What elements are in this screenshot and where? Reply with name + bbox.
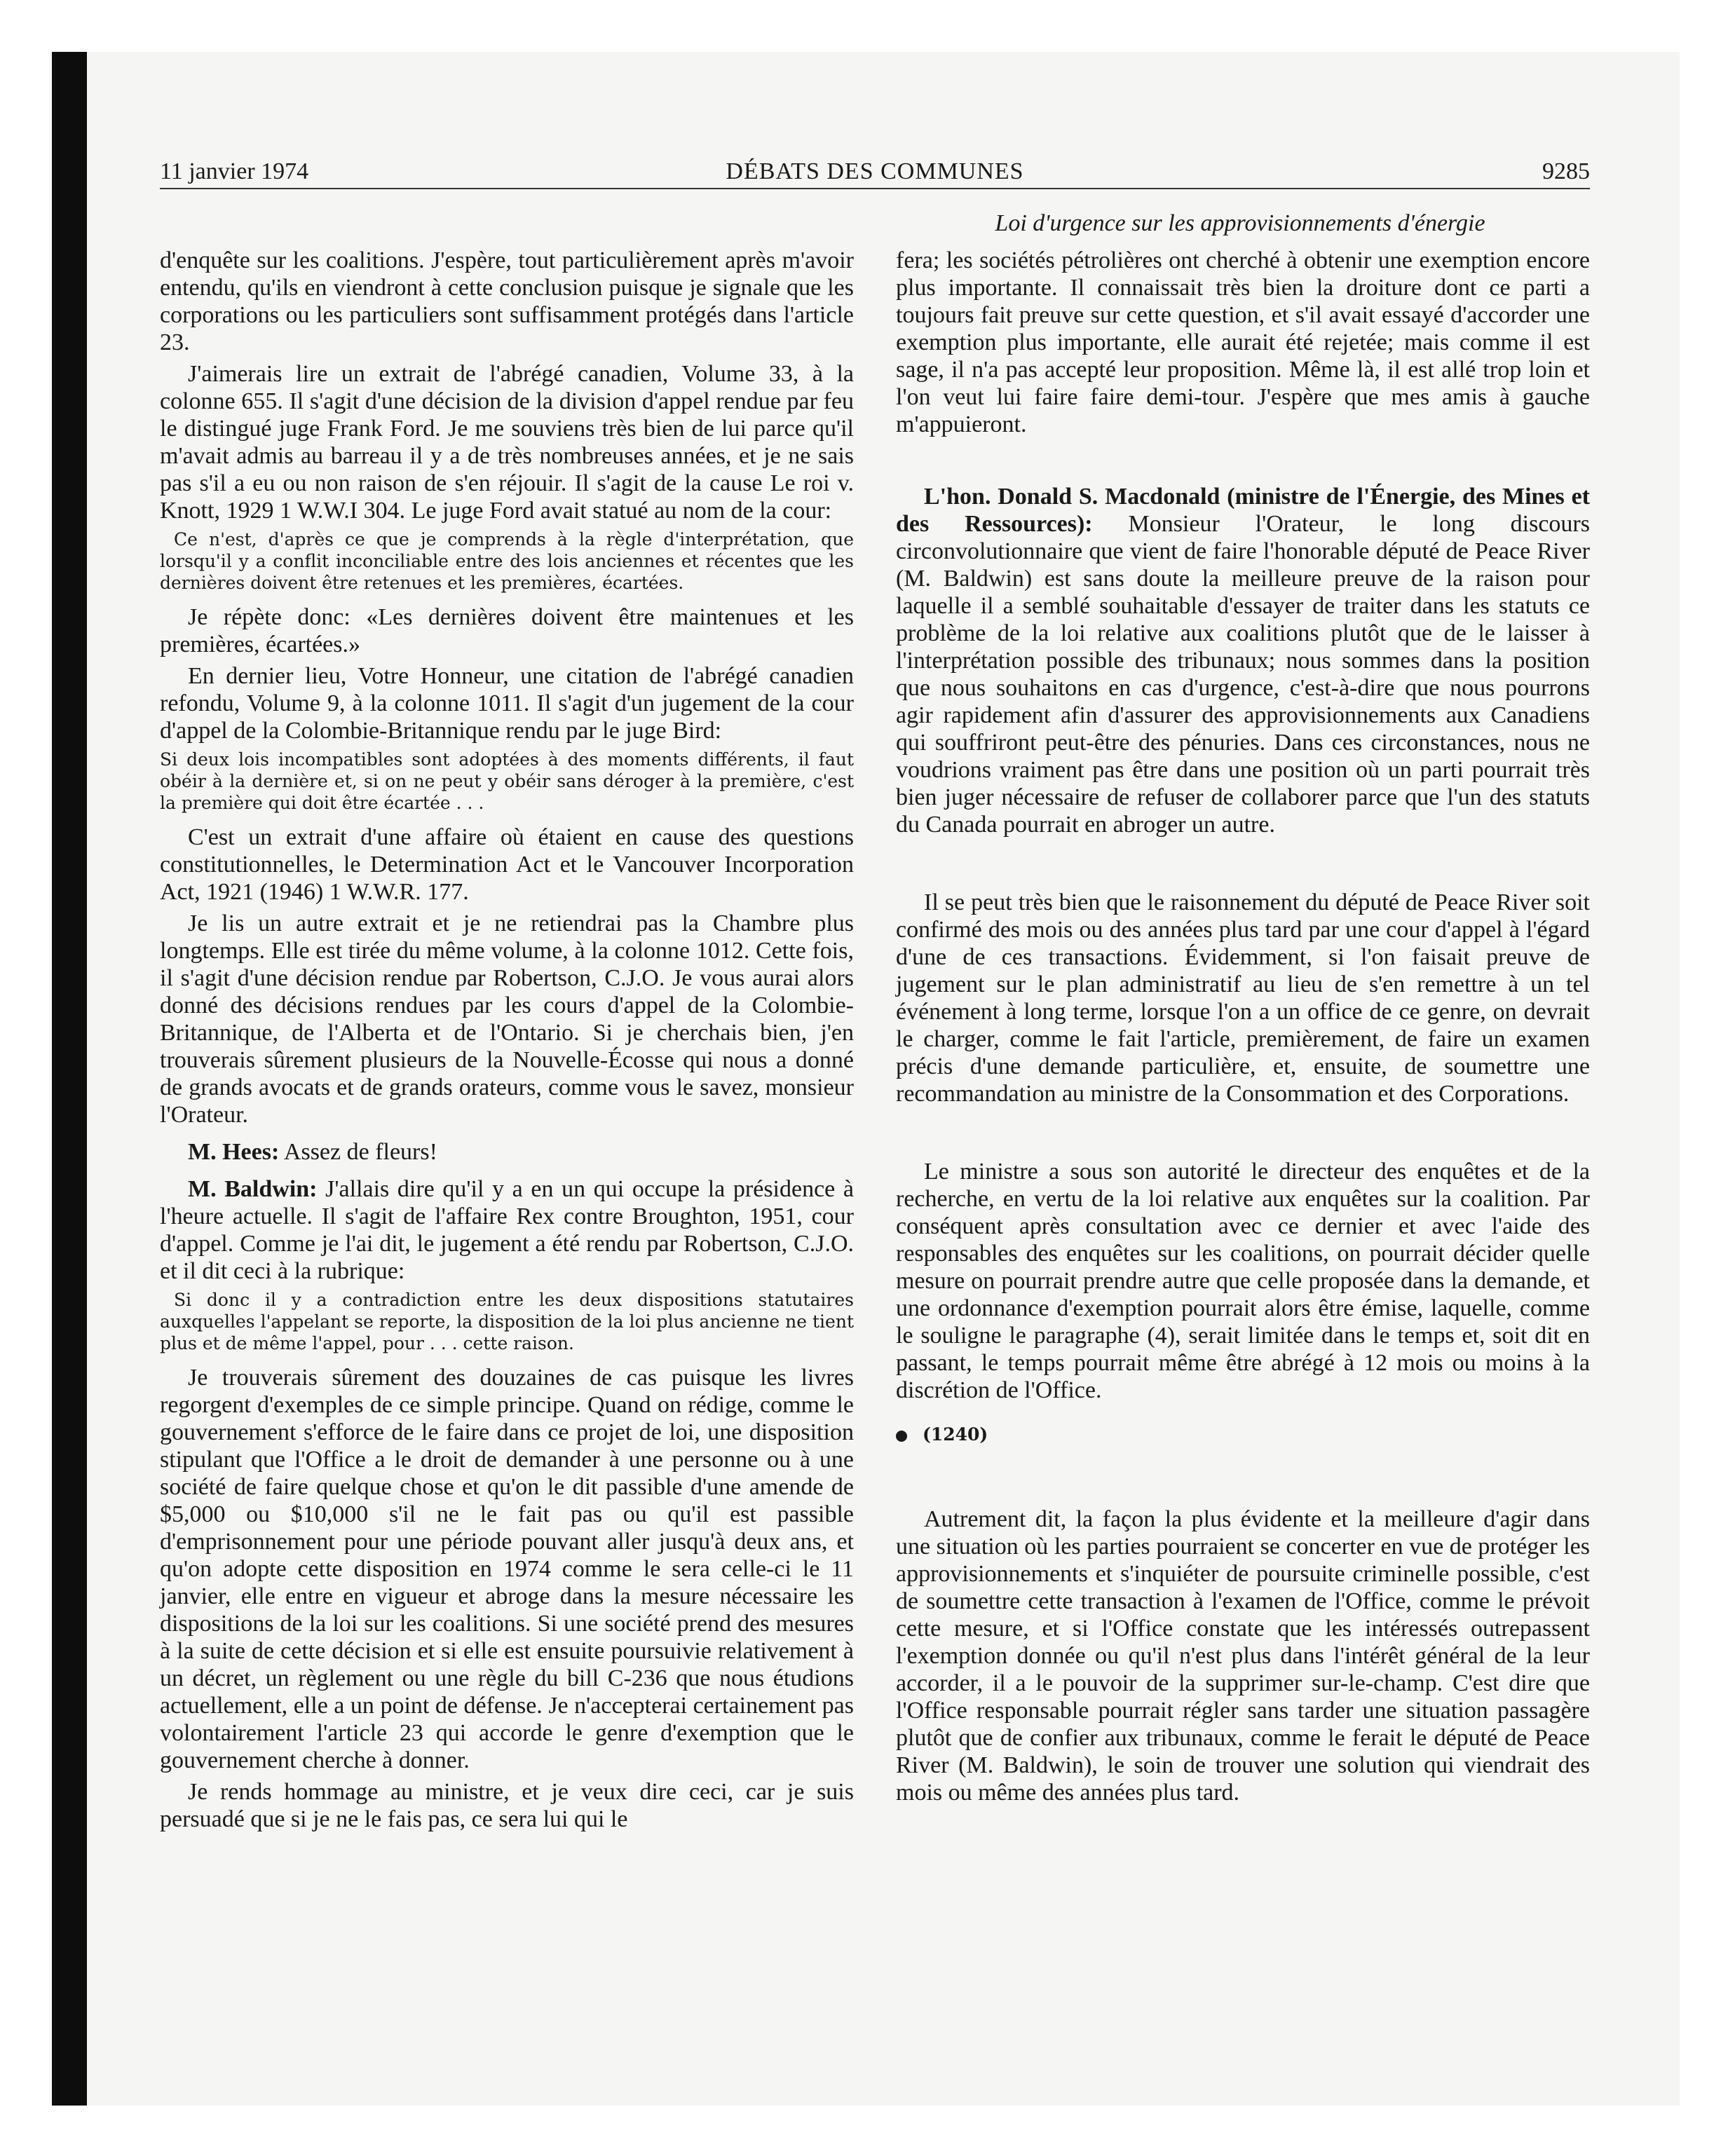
- paragraph: fera; les sociétés pétrolières ont cherché à obtenir une exemption encore plus importante. Il connaissait très bien la droiture dont ce parti a toujours fait preuve sur cette question, et s'il avait essayé d'accorder une exemption plus importante, elle aurait été rejetée; mais comme il est sage, il n'a pas accepté leur proposition. Même là, il est allé trop loin et l'on veut lui faire faire demi-tour. J'espère que mes amis à gauche m'appuieront.: [896, 247, 1590, 437]
- spacer: [896, 1465, 1590, 1506]
- paragraph: Je trouverais sûrement des douzaines de cas puisque les livres regorgent d'exemples de ce simple principe. Quand on rédige, comme le gouvernement s'efforce de le faire dans ce projet de loi, une disposition stipulant que l'Office a le droit de demander à une personne ou à une société de faire quelque chose et qu'on le dit passible d'une amende de $5,000 ou $10,000 s'il ne le fait pas ou qu'il est passible d'emprisonnement pour une période pouvant aller jusqu'à deux ans, et qu'on adopte cette disposition en 1974 comme le sera celle-ci le 11 janvier, elle entre en vigueur et abroge dans la mesure nécessaire les dispositions de la loi sur les coalitions. Si une société prend des mesures à la suite de cette décision et si elle est ensuite poursuivie relativement à un décret, un règlement ou une règle du bill C-236 que nous étudions actuellement, elle a un point de défense. Je n'accepterai certainement pas volontairement l'article 23 qui accorde le genre d'exemption que le gouvernement cherche à donner.: [160, 1365, 854, 1773]
- speech-macdonald: [896, 483, 1590, 838]
- paragraph: J'aimerais lire un extrait de l'abrégé canadien, Volume 33, à la colonne 655. Il s'agit d'une décision de la division d'appel rendue par feu le distingué juge Frank Ford. Je me souviens très bien de lui parce qu'il m'avait admis au barreau il y a de très nombreuses années, et je ne sais pas s'il a eu ou non raison de s'en réjouir. Il s'agit de la cause Le roi v. Knott, 1929 1 W.W.I 304. Le juge Ford avait statué au nom de la cour:: [160, 361, 854, 524]
- speaker-name: M. Baldwin:: [188, 1176, 318, 1202]
- block-quote: Ce n'est, d'après ce que je comprends à la règle d'interprétation, que lorsqu'il y a conflit inconciliable entre des lois anciennes et récentes que les dernières doivent être retenues et les premières, écartées.: [160, 529, 854, 593]
- speaker-name: M. Hees:: [188, 1139, 280, 1165]
- header-date: 11 janvier 1974: [160, 158, 309, 184]
- block-quote: Si donc il y a contradiction entre les deux dispositions statutaires auxquelles l'appelant se reporte, la disposition de la loi plus ancienne ne tient plus et de même l'appel, pour . . . cette raison.: [160, 1290, 854, 1353]
- header-rule: [160, 188, 1590, 189]
- paragraph: d'enquête sur les coalitions. J'espère, tout particulièrement après m'avoir entendu, qu'ils en viendront à cette conclusion puisque je signale que les corporations ou les particuliers sont suffisamment protégés dans l'article 23.: [160, 247, 854, 355]
- speech-baldwin: [160, 1175, 854, 1285]
- paragraph: En dernier lieu, Votre Honneur, une citation de l'abrégé canadien refondu, Volume 9, à la colonne 1011. Il s'agit d'un jugement de la cour d'appel de la Colombie-Britannique rendu par le juge Bird:: [160, 663, 854, 744]
- paragraph: C'est un extrait d'une affaire où étaient en cause des questions constitutionnelles, le Determination Act et le Vancouver Incorporation Act, 1921 (1946) 1 W.W.R. 177.: [160, 824, 854, 905]
- spacer: [896, 1112, 1590, 1158]
- scan-binding-edge: [52, 52, 87, 2106]
- paragraph: Autrement dit, la façon la plus évidente et la meilleure d'agir dans une situation où les parties pourraient se concerter en vue de protéger les approvisionnements et s'inquiéter de poursuite criminelle possible, c'est de soumettre cette transaction à l'examen de l'Office, comme le prévoit cette mesure, et si l'Office constate que les intéressés outrepassent l'exemption donnée ou qu'il n'est plus dans l'intérêt général de la leur accorder, il a le pouvoir de la supprimer sur-le-champ. C'est dire que l'Office responsable pourrait régler sans tarder une situation passagère plutôt que de confier aux tribunaux, comme le ferait le député de Peace River (M. Baldwin), le soin de trouver une solution qui viendrait des mois ou même des années plus tard.: [896, 1506, 1590, 1806]
- running-subtitle: Loi d'urgence sur les approvisionnements d'énergie: [995, 210, 1485, 236]
- paragraph: Le ministre a sous son autorité le directeur des enquêtes et de la recherche, en vertu de la loi relative aux enquêtes sur la coalition. Par conséquent après consultation avec ce dernier et avec l'aide des responsables des enquêtes sur les coalitions, on pourrait décider quelle mesure on pourrait prendre autre que celle proposée dans la demande, et une ordonnance d'exemption pourrait alors être émise, laquelle, comme le souligne le paragraphe (4), serait limitée dans le temps et, soit dit en passant, le temps pourrait même être abrégé à 12 mois ou moins à la discrétion de l'Office.: [896, 1159, 1590, 1403]
- header-title: DÉBATS DES COMMUNES: [726, 158, 1024, 184]
- header-page-number: 9285: [1542, 158, 1590, 184]
- time-marker-label: (1240): [923, 1424, 988, 1445]
- left-column: [160, 247, 854, 1837]
- spacer: [896, 442, 1590, 483]
- speech-text: Assez de fleurs!: [279, 1139, 437, 1165]
- speech-hees: [160, 1138, 854, 1166]
- spacer: [896, 842, 1590, 889]
- paragraph: Je rends hommage au ministre, et je veux dire ceci, car je suis persuadé que si je ne le fais pas, ce sera lui qui le: [160, 1779, 854, 1832]
- speech-text: Monsieur l'Orateur, le long discours circonvolutionnaire que vient de faire l'honorable député de Peace River (M. Baldwin) est sans doute la meilleure preuve de la raison pour laquelle il a semblé souhaitable d'essayer de traiter dans les statuts ce problème de la loi relative aux coalitions plutôt que de le laisser à l'interprétation possible des tribunaux; nous sommes dans la position que nous souhaitons en cas d'urgence, c'est-à-dire que nous pourrons agir rapidement afin d'assurer des approvisionnements aux Canadiens qui souffriront peut-être des pénuries. Dans ces circonstances, nous ne voudrions vraiment pas être dans une position où un parti pourrait très bien juger nécessaire de refuser de collaborer parce que l'un des statuts du Canada pourrait en abroger un autre.: [896, 511, 1590, 838]
- paragraph: Je lis un autre extrait et je ne retiendrai pas la Chambre plus longtemps. Elle est tirée du même volume, à la colonne 1012. Cette fois, il s'agit d'une décision rendue par Robertson, C.J.O. Je vous aurai alors donné des décisions rendues par les cours d'appel de la Colombie-Britannique, de l'Alberta et de l'Ontario. Si je cherchais bien, j'en trouverais sûrement plusieurs de la Nouvelle-Écosse qui nous a donné de grands avocats et de grands orateurs, comme vous le savez, monsieur l'Orateur.: [160, 910, 854, 1128]
- paragraph: Il se peut très bien que le raisonnement du député de Peace River soit confirmé des mois ou des années plus tard par une cour d'appel à l'égard d'une de ces transactions. Évidemment, si l'on faisait preuve de jugement sur le plan administratif au lieu de s'en remettre à un tel événement à long terme, lorsque l'on a un office de ce genre, on devrait le charger, comme le fait l'article, premièrement, de faire un examen précis d'une demande particulière, et, ensuite, de soumettre une recommandation au ministre de la Consommation et des Corporations.: [896, 889, 1590, 1107]
- speaker-name: L'hon. Donald S. Macdonald (ministre de l'Énergie, des Mines et des Ressources):: [896, 484, 1590, 537]
- paragraph: Je répète donc: «Les dernières doivent être maintenues et les premières, écartées.»: [160, 604, 854, 657]
- right-column: [896, 247, 1590, 1810]
- time-marker: [896, 1421, 1590, 1448]
- bullet-icon: [896, 1431, 907, 1442]
- block-quote: Si deux lois incompatibles sont adoptées à des moments différents, il faut obéir à la dernière et, si on ne peut y obéir sans déroger à la première, c'est la première qui doit être écartée . . .: [160, 749, 854, 813]
- speech-text: J'allais dire qu'il y a en un qui occupe la présidence à l'heure actuelle. Il s'agit de l'affaire Rex contre Broughton, 1951, cour d'appel. Comme je l'ai dit, le jugement a été rendu par Robertson, C.J.O. et il dit ceci à la rubrique:: [160, 1176, 854, 1284]
